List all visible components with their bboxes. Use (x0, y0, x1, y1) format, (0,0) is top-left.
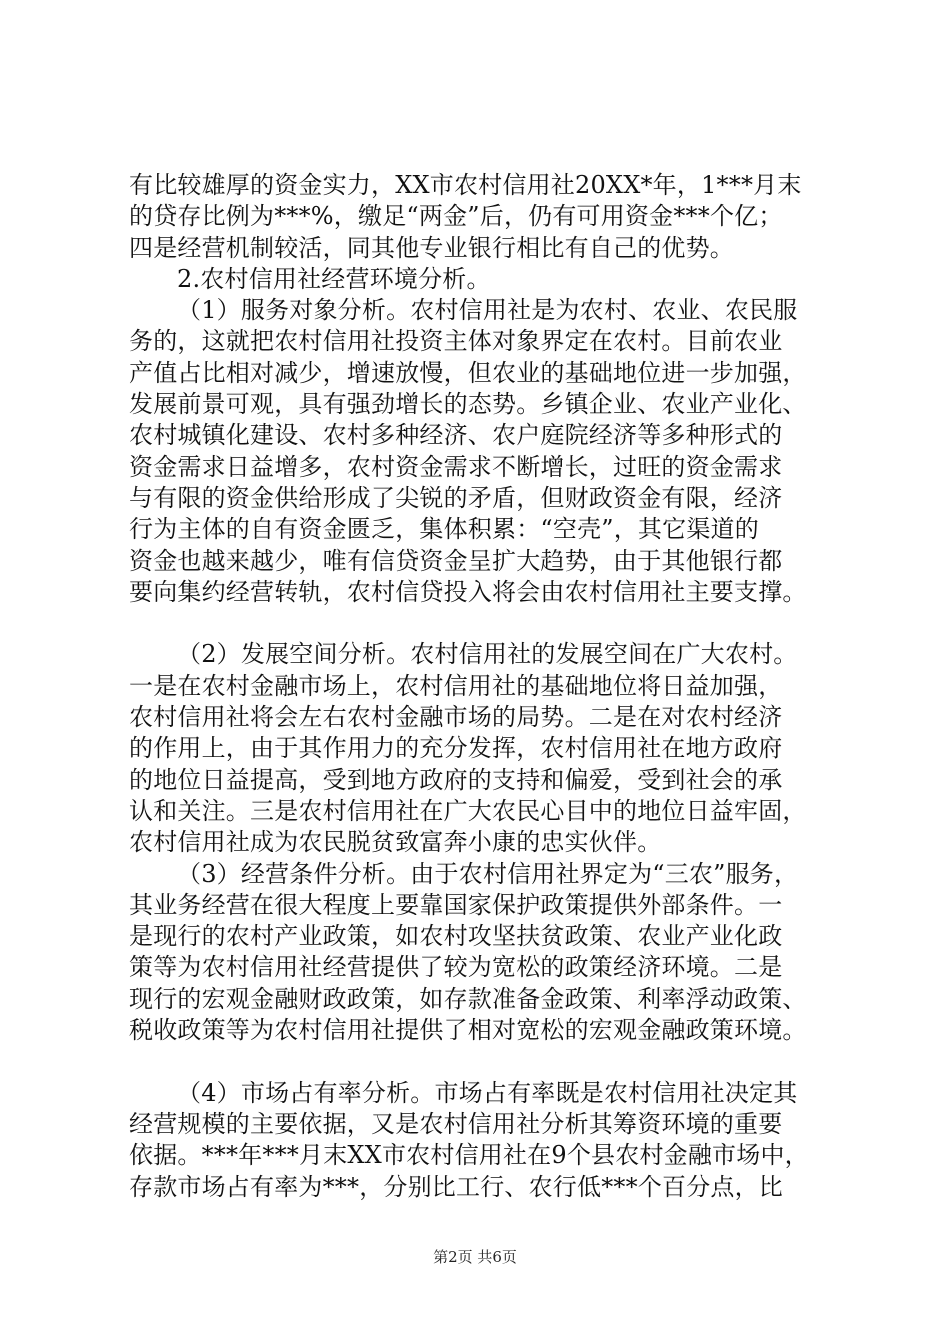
text-line: 发展前景可观，具有强劲增长的态势。乡镇企业、农业产业化、 (129, 390, 807, 419)
paragraph-gap (129, 1046, 829, 1077)
paragraph-service-target (129, 295, 829, 608)
text-line: 依据。***年***月末XX市农村信用社在9个县农村金融市场中， (129, 1141, 809, 1170)
text-line: 农村信用社成为农民脱贫致富奔小康的忠实伙伴。 (129, 828, 662, 857)
paragraph-gap (129, 608, 829, 639)
text-line: 要向集约经营转轨，农村信贷投入将会由农村信用社主要支撑。 (129, 577, 807, 606)
text-line: 策等为农村信用社经营提供了较为宽松的政策经济环境。二是 (129, 953, 783, 982)
text-line: 资金也越来越少，唯有信贷资金呈扩大趋势，由于其他银行都 (129, 546, 783, 575)
text-line: 农村信用社将会左右农村金融市场的局势。二是在对农村经济 (129, 703, 783, 732)
text-line: 经营规模的主要依据，又是农村信用社分析其筹资环境的重要 (129, 1109, 783, 1138)
text-line: 产值占比相对减少，增速放慢，但农业的基础地位进一步加强， (129, 358, 807, 387)
section-heading (129, 264, 829, 295)
text-line: 2.农村信用社经营环境分析。 (177, 264, 491, 293)
text-line: 认和关注。三是农村信用社在广大农民心目中的地位日益牢固， (129, 796, 807, 825)
text-line: 的地位日益提高，受到地方政府的支持和偏爱，受到社会的承 (129, 765, 783, 794)
page-footer (0, 1246, 950, 1267)
text-line: 行为主体的自有资金匮乏，集体积累：“空壳”，其它渠道的 (129, 515, 759, 544)
text-line: 税收政策等为农村信用社提供了相对宽松的宏观金融政策环境。 (129, 1016, 807, 1045)
text-line: 的贷存比例为***%，缴足“两金”后，仍有可用资金***个亿； (129, 202, 783, 231)
paragraph-market-share (129, 1078, 829, 1203)
text-line: 务的，这就把农村信用社投资主体对象界定在农村。目前农业 (129, 327, 783, 356)
paragraph-operating-conditions (129, 859, 829, 1047)
text-line: 其业务经营在很大程度上要靠国家保护政策提供外部条件。一 (129, 890, 783, 919)
document-body (129, 170, 829, 1203)
text-line: （1）服务对象分析。农村信用社是为农村、农业、农民服 (177, 296, 798, 325)
text-line: 是现行的农村产业政策，如农村攻坚扶贫政策、农业产业化政 (129, 922, 783, 951)
text-line: （2）发展空间分析。农村信用社的发展空间在广大农村。 (177, 640, 798, 669)
text-line: （4）市场占有率分析。市场占有率既是农村信用社决定其 (177, 1078, 798, 1107)
text-line: 存款市场占有率为***，分别比工行、农行低***个百分点，比 (129, 1172, 783, 1201)
paragraph-development-space (129, 639, 829, 858)
paragraph-continuation (129, 170, 829, 264)
text-line: 现行的宏观金融财政政策，如存款准备金政策、利率浮动政策、 (129, 984, 807, 1013)
text-line: （3）经营条件分析。由于农村信用社界定为“三农”服务， (177, 859, 799, 888)
text-line: 资金需求日益增多，农村资金需求不断增长，过旺的资金需求 (129, 452, 783, 481)
page-number-label: 第2页 共6页 (433, 1248, 517, 1266)
text-line: 有比较雄厚的资金实力，XX市农村信用社20XX*年，1***月末 (129, 171, 802, 199)
text-line: 与有限的资金供给形成了尖锐的矛盾，但财政资金有限，经济 (129, 483, 783, 512)
text-line: 四是经营机制较活，同其他专业银行相比有自己的优势。 (129, 233, 734, 262)
text-line: 一是在农村金融市场上，农村信用社的基础地位将日益加强， (129, 671, 783, 700)
text-line: 农村城镇化建设、农村多种经济、农户庭院经济等多种形式的 (129, 421, 783, 450)
text-line: 的作用上，由于其作用力的充分发挥，农村信用社在地方政府 (129, 734, 783, 763)
